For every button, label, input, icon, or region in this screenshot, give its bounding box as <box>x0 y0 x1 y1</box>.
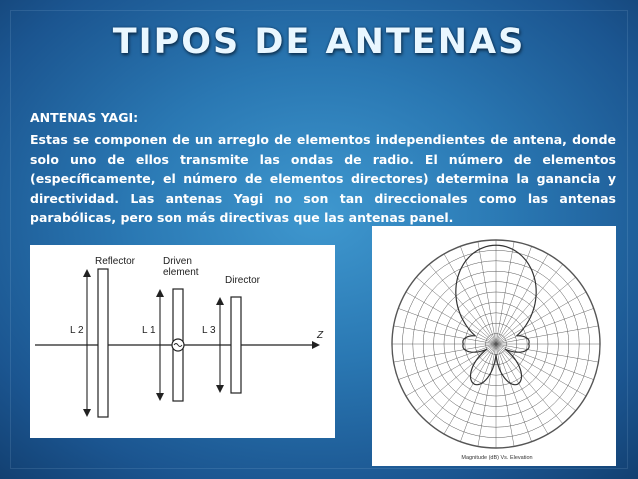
polar-grid <box>392 240 600 448</box>
l1-arrow-top <box>156 289 164 297</box>
director-label: Director <box>225 275 261 286</box>
driven-label-line1: Driven <box>163 256 192 267</box>
l1-label: L 1 <box>142 325 156 336</box>
l2-arrow-top <box>83 269 91 277</box>
reflector-element <box>98 269 108 417</box>
polar-plot-caption: Magnitude (dB) Vs. Elevation <box>461 455 533 461</box>
section-heading: ANTENAS YAGI: <box>30 110 139 125</box>
polar-radiation-plot <box>372 226 616 466</box>
director-element <box>231 297 241 393</box>
l3-label: L 3 <box>202 325 216 336</box>
z-axis-label: Z <box>317 330 324 341</box>
body-paragraph: Estas se componen de un arreglo de elementos independientes de antena, donde solo uno de ellos transmite las ondas de radio. El número de elementos (específicamente, el número de elementos directores) determina la ganancia y directividad. Las antenas Yagi no son tan direccionales como las antenas parabólicas, pero son más directivas que las antenas panel. <box>30 132 616 225</box>
driven-label-line2: element <box>163 267 199 278</box>
polar-plot-svg <box>372 226 616 466</box>
reflector-label: Reflector <box>95 256 136 267</box>
l2-label: L 2 <box>70 325 84 336</box>
z-axis-arrowhead <box>312 341 320 349</box>
yagi-diagram <box>30 245 335 438</box>
l3-arrow-bottom <box>216 385 224 393</box>
yagi-diagram-svg <box>30 245 335 438</box>
l2-arrow-bottom <box>83 409 91 417</box>
slide-title: TIPOS DE ANTENAS <box>112 22 526 62</box>
l3-arrow-top <box>216 297 224 305</box>
l1-arrow-bottom <box>156 393 164 401</box>
